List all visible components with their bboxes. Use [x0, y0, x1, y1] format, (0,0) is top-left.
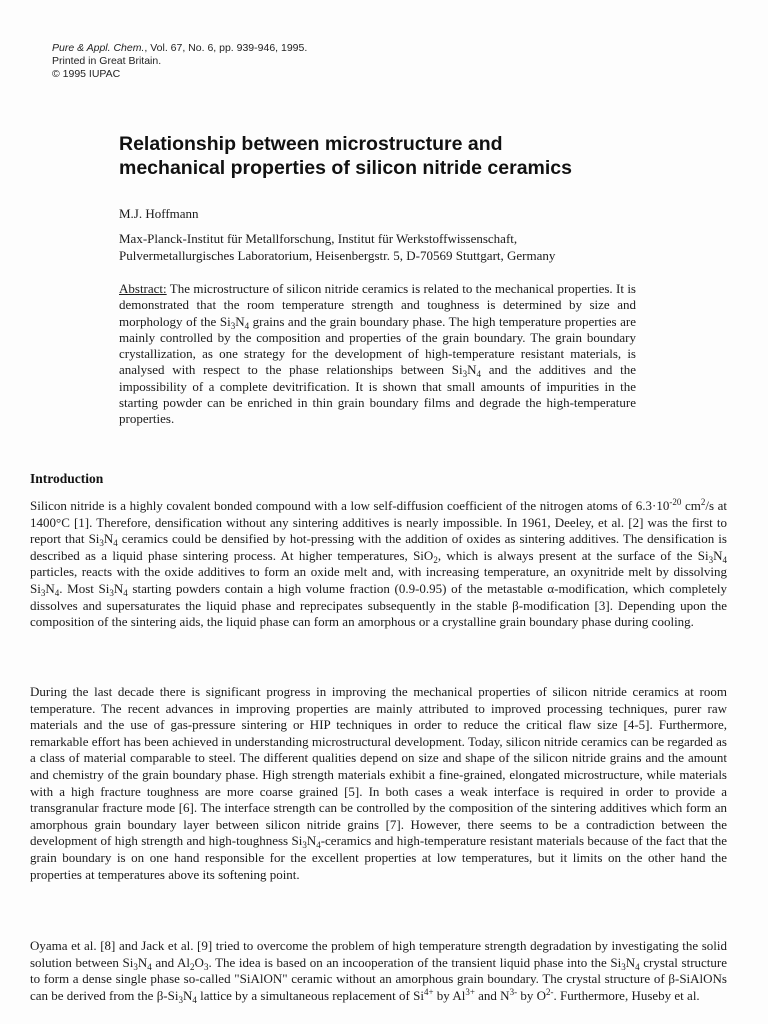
paragraph-text: by O [517, 987, 546, 1003]
paper-title [119, 132, 719, 180]
paragraph-text: N [45, 580, 55, 596]
subscript: 2 [190, 961, 195, 972]
author-affiliation [119, 230, 679, 264]
paragraph-text: , which is always present at the surface of the Si [437, 547, 709, 563]
journal-citation [52, 42, 307, 55]
paragraph-text: Silicon nitride is a highly covalent bonded compound with a low self-diffusion coefficient of the nitrogen atoms of 6.3·10 [30, 498, 670, 513]
subscript: 3 [178, 994, 183, 1005]
body-paragraph-1 [30, 498, 727, 631]
superscript: 2 [700, 497, 706, 507]
paper-title-line-2: mechanical properties of silicon nitride ceramics [119, 157, 572, 179]
subscript: 3 [230, 320, 236, 331]
abstract-text: grains and the grain boundary phase. The high temperature properties are mainly controlled by the composition and properties of the grain boundary. The grain boundary crystallization, as one strategy for the development of high-temperature resistant materials, is analysed with respect to the phase relationships between Si [119, 313, 637, 378]
paragraph-text: particles, reacts with the oxide additives to form an oxide melt and, with increasing temperature, an oxynitride melt by dissolving Si [30, 564, 727, 596]
paragraph-text: N [625, 954, 636, 970]
superscript: 2- [545, 986, 554, 997]
subscript: 3 [109, 587, 114, 598]
subscript: 4 [244, 320, 250, 331]
paragraph-text: N [713, 547, 723, 563]
paragraph-text: N [182, 987, 193, 1003]
paragraph-text: by Al [433, 987, 466, 1003]
body-paragraph-2 [30, 684, 727, 883]
subscript: 2 [433, 554, 438, 565]
journal-header [52, 42, 307, 81]
journal-name: Pure & Appl. Chem. [52, 42, 145, 54]
paragraph-text: During the last decade there is significant progress in improving the mechanical properties of silicon nitride ceramics at room temperature. The recent advances in improving properties are mainly attributed to improved processing techniques, purer raw materials and the use of gas-pressure sintering or HIP techniques in order to reduce the critical flaw size [4-5]. Furthermore, remarkable effort has been achieved in understanding microstructural development. Today, silicon nitride ceramics can be regarded as a class of material comparable to steel. The different qualities depend on size and shape of the silicon nitride grains and the amount and chemistry of the grain boundary phase. High strength materials exhibit a fine-grained, elongated microstructure, while materials with a high fracture toughness are more coarse grained [5]. In both cases a weak interface is required in order to provide a transgranular fracture mode [6]. The interface strength can be controlled by the composition of the sintering additives which form an amorphous grain boundary layer between silicon nitride grains [7]. However, there seems to be a contradiction between the development of high strength and high-toughness Si [30, 684, 727, 849]
paragraph-text: N [103, 531, 114, 547]
paragraph-text: lattice by a simultaneous replacement of Si [196, 987, 424, 1003]
subscript: 3 [133, 961, 138, 972]
author-name: M.J. Hoffmann [119, 206, 199, 221]
superscript: -20 [669, 497, 682, 507]
abstract-text: and the additives and the impossibility of a complete devitrification. It is shown that small amounts of impurities in the starting powder can be enriched in thin grain boundary films and degrade the high-temperature properties. [119, 362, 636, 427]
subscript: 3 [203, 961, 209, 972]
paragraph-text: cm [681, 498, 701, 513]
subscript: 4 [316, 840, 321, 851]
affiliation-line-2: Pulvermetallurgisches Laboratorium, Heisenbergstr. 5, D-70569 Stuttgart, Germany [119, 248, 556, 263]
subscript: 3 [302, 840, 307, 851]
paragraph-text: N [306, 833, 317, 849]
paper-title-line-1: Relationship between microstructure and [119, 133, 503, 155]
abstract-text: The microstructure of silicon nitride ceramics is related to the mechanical properties. It is demonstrated that the room temperature strength and toughness is determined by size and morphology of the Si [119, 281, 636, 329]
abstract [119, 281, 636, 428]
subscript: 4 [147, 961, 152, 972]
section-heading-introduction: Introduction [30, 471, 104, 486]
paragraph-text: . Most Si [59, 580, 110, 596]
paragraph-text: and Al [151, 954, 191, 970]
subscript: 3 [462, 369, 468, 380]
paragraph-text: starting powders contain a high volume fraction (0.9-0.95) of the metastable α-modification, which completely dissolves and supersaturates the liquid phase and reprecipates subsequently in the stable β-modification [3]. Depending upon the composition of the sintering aids, the liquid phase can form an amorphous or a crystalline grain boundary phase during cooling. [30, 580, 728, 630]
subscript: 3 [99, 538, 104, 549]
abstract-text: N [467, 362, 477, 378]
superscript: 3- [509, 986, 518, 997]
abstract-text: N [235, 313, 245, 329]
superscript: 3+ [465, 986, 475, 997]
paragraph-text: /s at 1400°C [1]. Therefore, densification without any sintering additives is nearly impossible. In 1961, Deeley, et al. [2] was the first to report that Si [30, 498, 727, 547]
subscript: 4 [476, 369, 481, 380]
subscript: 4 [722, 554, 727, 565]
paragraph-text: . Furthermore, Huseby et al. [553, 987, 700, 1003]
subscript: 3 [621, 961, 626, 972]
subscript: 3 [40, 587, 46, 598]
paragraph-text: N [113, 580, 124, 596]
paragraph-text: . The idea is based on an incooperation of the transient liquid phase into the Si [208, 954, 622, 970]
subscript: 4 [192, 994, 197, 1005]
paragraph-text: crystal structure to form a dense single phase so-called "SiAlON" ceramic without an amorphous grain boundary. The crystal structure of β-SiAlONs can be derived from the β-Si [30, 954, 728, 1003]
subscript: 4 [54, 587, 60, 598]
copyright-notice: © 1995 IUPAC [52, 68, 121, 80]
paragraph-text: ceramics could be densified by hot-pressing with the addition of oxides as sintering additives. The densification is described as a liquid phase sintering process. At higher temperatures, SiO [30, 531, 727, 563]
body-paragraph-3 [30, 938, 727, 1004]
printed-in: Printed in Great Britain. [52, 55, 162, 67]
subscript: 4 [113, 538, 118, 549]
abstract-label: Abstract: [119, 281, 167, 296]
superscript: 4+ [423, 986, 434, 997]
affiliation-line-1: Max-Planck-Institut für Metallforschung, Institut für Werkstoffwissenschaft, [119, 231, 518, 246]
paragraph-text: N [137, 954, 148, 970]
paragraph-text: O [194, 954, 204, 970]
paragraph-text: Oyama et al. [8] and Jack et al. [9] tried to overcome the problem of high temperature strength degradation by investigating the solid solution between Si [30, 938, 727, 970]
paragraph-text: -ceramics and high-temperature resistant materials because of the fact that the grain boundary is on one hand responsible for the excellent properties at low temperatures, but it limits on the other hand the properties at temperatures above its softening point. [30, 833, 727, 882]
paragraph-text: and N [474, 987, 510, 1003]
journal-volume-info: , Vol. 67, No. 6, pp. 939-946, 1995. [144, 42, 308, 54]
subscript: 4 [123, 587, 128, 598]
subscript: 3 [708, 554, 714, 565]
subscript: 4 [635, 961, 640, 972]
